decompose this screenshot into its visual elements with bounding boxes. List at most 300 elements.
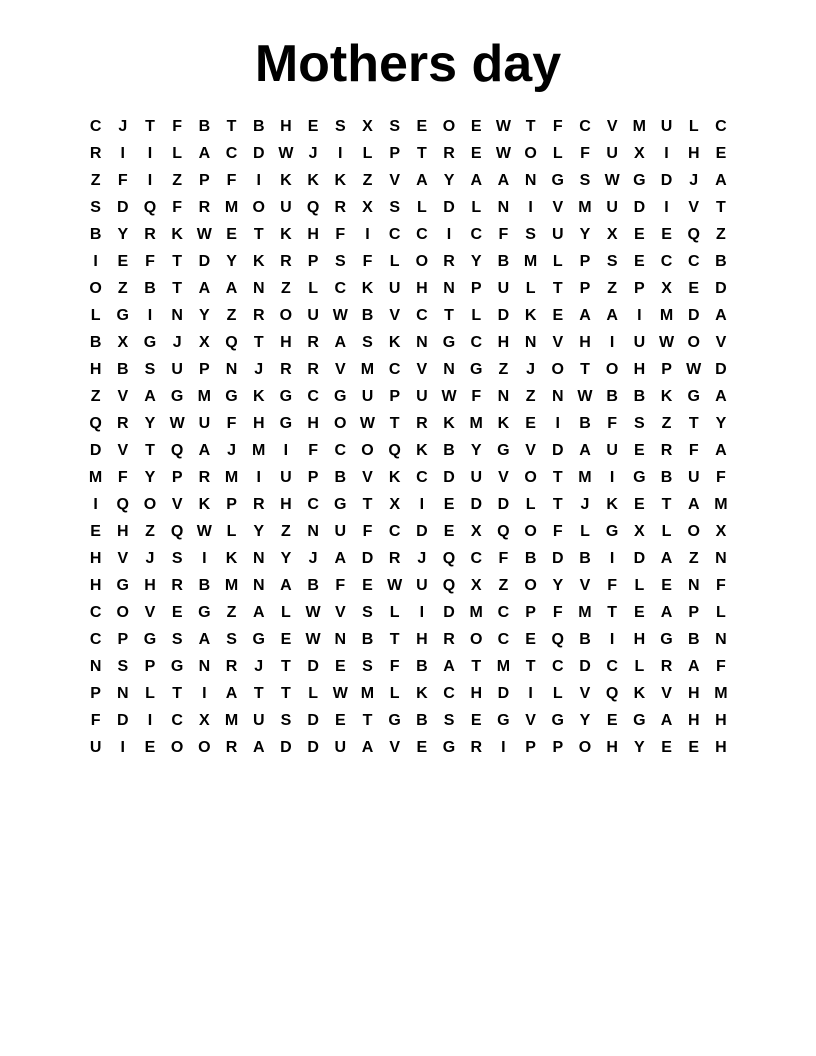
- grid-letter: H: [307, 225, 319, 243]
- grid-letter: R: [171, 576, 183, 594]
- grid-letter: Z: [90, 387, 101, 405]
- grid-letter: E: [470, 117, 482, 135]
- grid-letter: Y: [470, 441, 482, 459]
- grid-letter: O: [469, 630, 483, 648]
- grid-letter: K: [361, 279, 374, 297]
- grid-letter: D: [198, 252, 211, 270]
- grid-letter: T: [552, 495, 563, 513]
- grid-letter: A: [198, 441, 211, 459]
- grid-letter: P: [389, 387, 400, 405]
- grid-letter: Y: [579, 711, 591, 729]
- grid-letter: I: [501, 738, 506, 756]
- grid-letter: X: [715, 522, 727, 540]
- grid-letter: J: [308, 549, 318, 567]
- grid-letter: Q: [170, 441, 184, 459]
- grid-letter: C: [388, 225, 401, 243]
- grid-letter: A: [687, 495, 700, 513]
- grid-letter: V: [389, 306, 400, 324]
- grid-letter: R: [252, 495, 265, 513]
- grid-letter: F: [471, 387, 482, 405]
- grid-letter: E: [661, 738, 672, 756]
- grid-letter: F: [335, 225, 346, 243]
- grid-letter: M: [578, 468, 592, 486]
- grid-letter: W: [441, 387, 457, 405]
- grid-letter: U: [198, 414, 211, 432]
- grid-letter: R: [89, 144, 102, 162]
- grid-letter: U: [334, 738, 347, 756]
- grid-letter: P: [389, 144, 400, 162]
- grid-letter: O: [143, 495, 157, 513]
- grid-letter: H: [280, 495, 292, 513]
- grid-letter: Q: [143, 198, 157, 216]
- grid-letter: W: [169, 414, 185, 432]
- grid-letter: S: [579, 171, 591, 189]
- grid-letter: F: [335, 576, 346, 594]
- grid-letter: G: [334, 387, 347, 405]
- grid-letter: H: [416, 630, 428, 648]
- grid-letter: R: [660, 657, 673, 675]
- grid-letter: V: [552, 198, 564, 216]
- grid-letter: M: [659, 306, 674, 324]
- grid-letter: S: [389, 198, 400, 216]
- grid-letter: D: [715, 279, 727, 297]
- grid-letter: N: [497, 198, 510, 216]
- grid-letter: Y: [199, 306, 210, 324]
- grid-letter: G: [633, 711, 646, 729]
- grid-letter: A: [715, 171, 727, 189]
- grid-row: [82, 545, 735, 572]
- grid-letter: I: [338, 144, 343, 162]
- grid-letter: Z: [607, 279, 618, 297]
- grid-row: [82, 302, 735, 329]
- grid-letter: Z: [525, 387, 536, 405]
- grid-letter: M: [496, 657, 511, 675]
- grid-letter: T: [253, 333, 264, 351]
- grid-letter: K: [497, 414, 510, 432]
- grid-letter: D: [633, 198, 646, 216]
- grid-row: [82, 221, 735, 248]
- grid-letter: E: [552, 306, 564, 324]
- grid-letter: Q: [551, 630, 564, 648]
- grid-letter: F: [389, 657, 400, 675]
- grid-letter: R: [334, 198, 347, 216]
- grid-letter: N: [171, 306, 183, 324]
- grid-letter: E: [715, 144, 727, 162]
- grid-letter: C: [225, 144, 238, 162]
- grid-letter: L: [552, 252, 563, 270]
- grid-letter: Z: [716, 225, 726, 243]
- grid-letter: F: [117, 171, 128, 189]
- grid-letter: R: [117, 414, 129, 432]
- grid-letter: C: [388, 522, 401, 540]
- grid-letter: K: [416, 684, 428, 702]
- grid-letter: S: [389, 117, 400, 135]
- grid-letter: R: [144, 225, 156, 243]
- grid-letter: B: [497, 252, 510, 270]
- grid-letter: O: [524, 144, 537, 162]
- grid-letter: B: [524, 549, 537, 567]
- grid-letter: L: [634, 576, 645, 594]
- grid-letter: F: [362, 522, 373, 540]
- grid-letter: V: [389, 738, 400, 756]
- grid-letter: C: [171, 711, 183, 729]
- grid-letter: M: [360, 684, 375, 702]
- grid-letter: E: [525, 630, 536, 648]
- grid-letter: H: [89, 549, 102, 567]
- grid-letter: P: [199, 171, 210, 189]
- grid-letter: R: [280, 360, 292, 378]
- grid-letter: G: [225, 387, 238, 405]
- grid-letter: J: [145, 549, 155, 567]
- grid-letter: D: [552, 441, 564, 459]
- grid-letter: Z: [362, 171, 373, 189]
- grid-letter: Q: [89, 414, 102, 432]
- grid-letter: F: [117, 468, 128, 486]
- grid-letter: A: [660, 711, 673, 729]
- grid-letter: G: [605, 522, 619, 540]
- grid-letter: D: [280, 738, 292, 756]
- grid-letter: X: [470, 576, 482, 594]
- grid-letter: B: [89, 225, 102, 243]
- grid-letter: N: [715, 549, 727, 567]
- grid-letter: Z: [281, 279, 291, 297]
- grid-letter: Y: [144, 468, 156, 486]
- grid-letter: O: [252, 198, 265, 216]
- grid-letter: D: [470, 495, 482, 513]
- grid-letter: U: [470, 468, 482, 486]
- grid-letter: V: [661, 684, 672, 702]
- grid-letter: A: [225, 684, 238, 702]
- grid-letter: N: [715, 630, 727, 648]
- grid-letter: T: [688, 414, 699, 432]
- grid-letter: Y: [253, 522, 265, 540]
- grid-letter: H: [280, 333, 292, 351]
- grid-letter: T: [416, 144, 427, 162]
- grid-letter: U: [171, 360, 183, 378]
- grid-letter: T: [362, 711, 373, 729]
- grid-letter: C: [307, 495, 319, 513]
- grid-letter: D: [89, 441, 102, 459]
- grid-letter: P: [171, 468, 183, 486]
- grid-letter: I: [147, 711, 153, 729]
- grid-letter: R: [443, 144, 455, 162]
- grid-letter: S: [443, 711, 455, 729]
- grid-letter: B: [198, 576, 211, 594]
- grid-letter: P: [307, 468, 319, 486]
- grid-row: [82, 599, 735, 626]
- grid-letter: N: [117, 684, 129, 702]
- grid-letter: R: [388, 549, 401, 567]
- grid-letter: H: [497, 333, 510, 351]
- grid-letter: T: [444, 306, 454, 324]
- grid-letter: T: [552, 468, 563, 486]
- grid-letter: K: [416, 441, 428, 459]
- grid-letter: A: [470, 171, 482, 189]
- grid-letter: W: [278, 144, 294, 162]
- grid-row: [82, 734, 735, 761]
- grid-letter: L: [389, 603, 400, 621]
- grid-letter: W: [686, 360, 702, 378]
- grid-letter: I: [664, 144, 669, 162]
- grid-letter: M: [224, 576, 239, 594]
- grid-letter: I: [147, 144, 153, 162]
- grid-letter: D: [443, 198, 455, 216]
- grid-letter: A: [144, 387, 156, 405]
- grid-letter: F: [552, 117, 563, 135]
- grid-letter: I: [202, 684, 207, 702]
- grid-letter: R: [252, 306, 265, 324]
- grid-letter: X: [199, 333, 210, 351]
- grid-row: [82, 572, 735, 599]
- grid-letter: F: [226, 414, 237, 432]
- grid-letter: A: [606, 306, 618, 324]
- grid-letter: P: [199, 360, 210, 378]
- grid-letter: G: [469, 360, 483, 378]
- grid-letter: G: [198, 603, 211, 621]
- grid-letter: X: [634, 522, 645, 540]
- grid-letter: W: [305, 603, 321, 621]
- grid-letter: X: [661, 279, 672, 297]
- grid-letter: F: [688, 441, 699, 459]
- grid-letter: I: [120, 144, 125, 162]
- grid-letter: V: [579, 576, 591, 594]
- grid-letter: G: [143, 630, 157, 648]
- grid-letter: B: [361, 306, 374, 324]
- grid-letter: O: [524, 576, 537, 594]
- grid-letter: N: [307, 522, 319, 540]
- grid-letter: V: [688, 198, 700, 216]
- grid-letter: A: [579, 306, 591, 324]
- grid-letter: U: [416, 387, 428, 405]
- grid-letter: A: [252, 603, 265, 621]
- grid-row: [82, 626, 735, 653]
- grid-letter: U: [334, 522, 347, 540]
- grid-letter: G: [279, 414, 293, 432]
- grid-letter: L: [90, 306, 101, 324]
- grid-letter: V: [498, 468, 509, 486]
- grid-letter: A: [198, 630, 211, 648]
- grid-letter: T: [362, 495, 373, 513]
- grid-letter: S: [171, 549, 183, 567]
- grid-letter: Z: [688, 549, 699, 567]
- grid-letter: D: [252, 144, 265, 162]
- grid-letter: F: [145, 252, 155, 270]
- grid-letter: Y: [280, 549, 292, 567]
- grid-letter: I: [256, 171, 261, 189]
- grid-letter: N: [552, 387, 564, 405]
- grid-letter: V: [334, 603, 346, 621]
- grid-letter: T: [172, 684, 183, 702]
- grid-letter: U: [280, 468, 292, 486]
- grid-letter: Z: [117, 279, 128, 297]
- grid-letter: P: [525, 738, 536, 756]
- grid-letter: B: [144, 279, 156, 297]
- grid-letter: O: [524, 522, 537, 540]
- grid-letter: U: [416, 576, 428, 594]
- grid-row: [82, 653, 735, 680]
- grid-letter: M: [197, 387, 211, 405]
- grid-letter: E: [280, 630, 292, 648]
- grid-letter: I: [256, 468, 261, 486]
- grid-letter: W: [305, 630, 321, 648]
- grid-letter: H: [117, 522, 129, 540]
- grid-letter: G: [116, 306, 129, 324]
- grid-letter: B: [633, 387, 646, 405]
- grid-letter: L: [525, 495, 536, 513]
- grid-letter: H: [715, 711, 727, 729]
- grid-letter: H: [307, 414, 319, 432]
- grid-letter: C: [470, 225, 482, 243]
- grid-letter: X: [362, 198, 373, 216]
- grid-letter: H: [89, 360, 102, 378]
- grid-letter: U: [497, 279, 510, 297]
- grid-letter: C: [416, 225, 428, 243]
- grid-letter: H: [606, 738, 618, 756]
- grid-letter: P: [144, 657, 156, 675]
- grid-letter: L: [389, 252, 400, 270]
- grid-letter: Z: [226, 603, 237, 621]
- grid-letter: L: [308, 279, 318, 297]
- grid-letter: P: [579, 279, 591, 297]
- grid-letter: P: [470, 279, 482, 297]
- grid-letter: T: [661, 495, 672, 513]
- grid-letter: M: [632, 117, 646, 135]
- grid-letter: I: [664, 198, 669, 216]
- grid-letter: S: [634, 414, 645, 432]
- grid-letter: H: [687, 144, 700, 162]
- grid-row: [82, 518, 735, 545]
- grid-letter: H: [715, 738, 727, 756]
- grid-letter: F: [498, 549, 509, 567]
- grid-letter: D: [307, 657, 319, 675]
- grid-letter: O: [687, 333, 700, 351]
- grid-letter: E: [226, 225, 237, 243]
- grid-letter: U: [660, 117, 673, 135]
- grid-letter: G: [497, 441, 510, 459]
- grid-letter: T: [607, 603, 618, 621]
- grid-letter: T: [145, 117, 155, 135]
- grid-letter: G: [388, 711, 401, 729]
- grid-letter: C: [470, 333, 482, 351]
- grid-letter: F: [716, 576, 726, 594]
- grid-letter: A: [334, 549, 347, 567]
- grid-letter: K: [524, 306, 537, 324]
- grid-letter: H: [89, 576, 102, 594]
- grid-letter: L: [716, 603, 726, 621]
- grid-row: [82, 248, 735, 275]
- grid-letter: W: [359, 414, 376, 432]
- grid-letter: C: [89, 117, 102, 135]
- grid-letter: E: [334, 657, 346, 675]
- grid-letter: K: [280, 225, 292, 243]
- grid-letter: D: [687, 306, 700, 324]
- grid-letter: E: [307, 117, 319, 135]
- grid-row: [82, 167, 735, 194]
- grid-letter: S: [144, 360, 156, 378]
- grid-letter: E: [634, 252, 645, 270]
- grid-letter: A: [334, 333, 347, 351]
- grid-letter: B: [660, 468, 673, 486]
- grid-letter: K: [225, 549, 238, 567]
- grid-letter: O: [361, 441, 374, 459]
- grid-letter: A: [361, 738, 374, 756]
- grid-letter: N: [443, 360, 455, 378]
- grid-letter: B: [334, 468, 347, 486]
- grid-letter: R: [660, 441, 673, 459]
- grid-row: [82, 329, 735, 356]
- grid-letter: P: [552, 738, 564, 756]
- grid-letter: L: [552, 144, 563, 162]
- grid-letter: K: [334, 171, 347, 189]
- grid-letter: T: [145, 441, 155, 459]
- grid-letter: Z: [145, 522, 155, 540]
- grid-letter: S: [280, 711, 292, 729]
- grid-letter: N: [687, 576, 700, 594]
- grid-letter: D: [497, 684, 510, 702]
- grid-letter: R: [416, 414, 428, 432]
- grid-row: [82, 707, 735, 734]
- grid-row: [82, 464, 735, 491]
- grid-letter: B: [198, 117, 211, 135]
- grid-letter: B: [361, 630, 374, 648]
- grid-letter: B: [606, 387, 618, 405]
- grid-letter: B: [579, 414, 591, 432]
- grid-letter: C: [687, 252, 700, 270]
- grid-letter: B: [443, 441, 455, 459]
- grid-letter: A: [715, 441, 727, 459]
- grid-letter: N: [497, 387, 510, 405]
- grid-letter: B: [579, 549, 591, 567]
- grid-letter: I: [609, 630, 615, 648]
- grid-letter: V: [171, 495, 183, 513]
- grid-letter: R: [470, 738, 482, 756]
- grid-letter: A: [252, 738, 265, 756]
- grid-letter: P: [661, 360, 672, 378]
- grid-letter: C: [470, 549, 482, 567]
- grid-letter: G: [551, 171, 564, 189]
- grid-letter: Z: [172, 171, 183, 189]
- grid-letter: Q: [605, 684, 619, 702]
- grid-letter: E: [661, 225, 672, 243]
- grid-letter: O: [551, 360, 564, 378]
- grid-letter: P: [117, 630, 129, 648]
- grid-letter: E: [144, 738, 156, 756]
- grid-letter: Q: [497, 522, 510, 540]
- grid-letter: E: [688, 279, 700, 297]
- grid-letter: E: [416, 117, 428, 135]
- grid-letter: C: [307, 387, 319, 405]
- grid-letter: S: [334, 117, 346, 135]
- grid-letter: L: [416, 198, 427, 216]
- grid-letter: B: [416, 657, 428, 675]
- grid-row: [82, 275, 735, 302]
- grid-letter: F: [362, 252, 373, 270]
- grid-letter: Y: [117, 225, 129, 243]
- grid-letter: C: [552, 657, 564, 675]
- grid-letter: V: [362, 468, 373, 486]
- grid-letter: O: [578, 738, 592, 756]
- grid-letter: N: [443, 279, 455, 297]
- grid-letter: K: [252, 387, 265, 405]
- grid-letter: C: [89, 603, 102, 621]
- grid-letter: D: [497, 306, 510, 324]
- grid-letter: J: [689, 171, 699, 189]
- grid-letter: O: [116, 603, 129, 621]
- grid-letter: A: [687, 657, 700, 675]
- grid-letter: S: [334, 252, 346, 270]
- grid-letter: M: [224, 468, 239, 486]
- grid-letter: F: [226, 171, 237, 189]
